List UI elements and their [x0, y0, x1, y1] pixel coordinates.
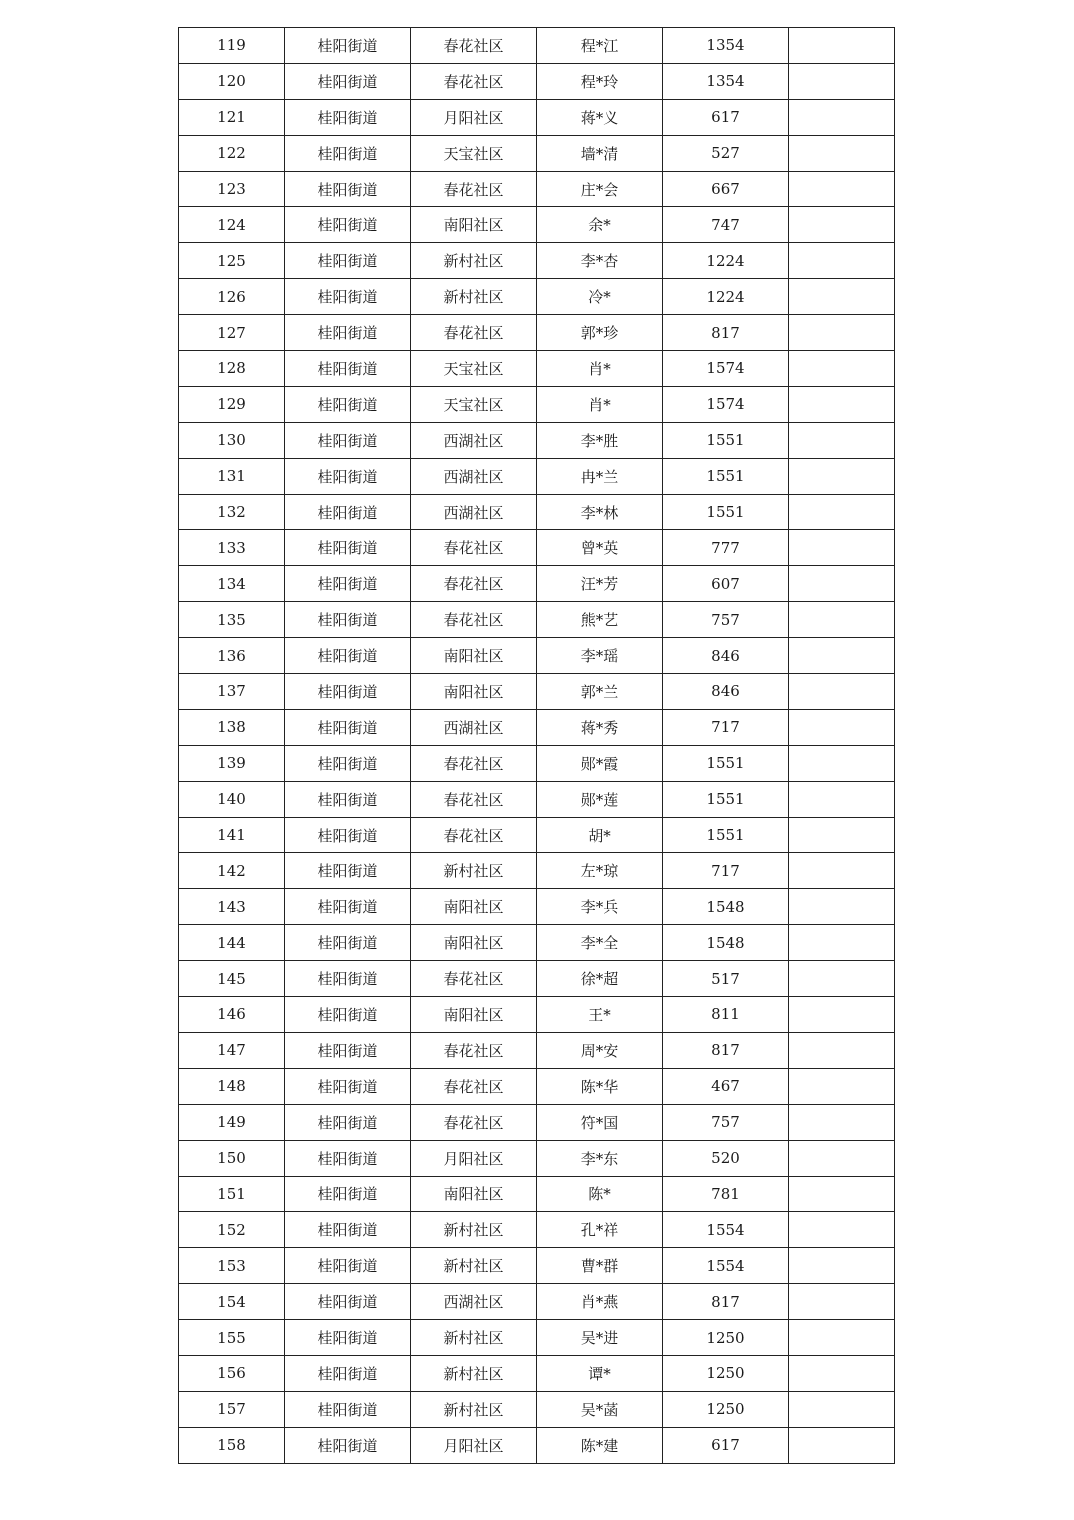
row-number-cell: 127: [179, 315, 285, 351]
table-row: [179, 1068, 895, 1104]
street-cell: 桂阳街道: [285, 889, 411, 925]
row-number-cell: 135: [179, 602, 285, 638]
row-number-cell: 158: [179, 1427, 285, 1463]
community-cell: 南阳社区: [411, 997, 537, 1033]
table-row: [179, 1427, 895, 1463]
street-cell: 桂阳街道: [285, 1284, 411, 1320]
name-cell: 陈*建: [537, 1427, 663, 1463]
table-row: [179, 351, 895, 387]
community-cell: 新村社区: [411, 853, 537, 889]
remark-cell: [789, 207, 895, 243]
street-cell: 桂阳街道: [285, 279, 411, 315]
amount-cell: 781: [663, 1176, 789, 1212]
street-cell: 桂阳街道: [285, 135, 411, 171]
amount-cell: 1250: [663, 1391, 789, 1427]
community-cell: 月阳社区: [411, 1427, 537, 1463]
street-cell: 桂阳街道: [285, 997, 411, 1033]
row-number-cell: 131: [179, 458, 285, 494]
community-cell: 春花社区: [411, 1068, 537, 1104]
amount-cell: 811: [663, 997, 789, 1033]
remark-cell: [789, 817, 895, 853]
amount-cell: 1554: [663, 1248, 789, 1284]
street-cell: 桂阳街道: [285, 566, 411, 602]
amount-cell: 467: [663, 1068, 789, 1104]
street-cell: 桂阳街道: [285, 1068, 411, 1104]
street-cell: 桂阳街道: [285, 1355, 411, 1391]
remark-cell: [789, 279, 895, 315]
table-row: [179, 386, 895, 422]
table-row: [179, 1104, 895, 1140]
row-number-cell: 139: [179, 745, 285, 781]
name-cell: 肖*: [537, 351, 663, 387]
remark-cell: [789, 566, 895, 602]
name-cell: 吴*进: [537, 1320, 663, 1356]
remark-cell: [789, 1104, 895, 1140]
row-number-cell: 157: [179, 1391, 285, 1427]
table-row: [179, 1032, 895, 1068]
name-cell: 孔*祥: [537, 1212, 663, 1248]
community-cell: 南阳社区: [411, 674, 537, 710]
table-row: [179, 279, 895, 315]
street-cell: 桂阳街道: [285, 243, 411, 279]
amount-cell: 777: [663, 530, 789, 566]
community-cell: 春花社区: [411, 1032, 537, 1068]
community-cell: 春花社区: [411, 961, 537, 997]
community-cell: 西湖社区: [411, 1284, 537, 1320]
remark-cell: [789, 63, 895, 99]
community-cell: 新村社区: [411, 279, 537, 315]
community-cell: 新村社区: [411, 243, 537, 279]
community-cell: 南阳社区: [411, 638, 537, 674]
remark-cell: [789, 386, 895, 422]
row-number-cell: 137: [179, 674, 285, 710]
remark-cell: [789, 781, 895, 817]
amount-cell: 717: [663, 853, 789, 889]
remark-cell: [789, 1320, 895, 1356]
community-cell: 西湖社区: [411, 422, 537, 458]
name-cell: 李*瑶: [537, 638, 663, 674]
amount-cell: 607: [663, 566, 789, 602]
row-number-cell: 148: [179, 1068, 285, 1104]
name-cell: 庄*会: [537, 171, 663, 207]
amount-cell: 1574: [663, 351, 789, 387]
row-number-cell: 128: [179, 351, 285, 387]
row-number-cell: 155: [179, 1320, 285, 1356]
table-row: [179, 1391, 895, 1427]
row-number-cell: 125: [179, 243, 285, 279]
community-cell: 新村社区: [411, 1212, 537, 1248]
community-cell: 新村社区: [411, 1320, 537, 1356]
community-cell: 新村社区: [411, 1355, 537, 1391]
amount-cell: 1551: [663, 494, 789, 530]
street-cell: 桂阳街道: [285, 207, 411, 243]
table-row: [179, 889, 895, 925]
remark-cell: [789, 171, 895, 207]
street-cell: 桂阳街道: [285, 1427, 411, 1463]
table-row: [179, 961, 895, 997]
row-number-cell: 121: [179, 99, 285, 135]
street-cell: 桂阳街道: [285, 745, 411, 781]
table-row: [179, 171, 895, 207]
amount-cell: 617: [663, 1427, 789, 1463]
community-cell: 月阳社区: [411, 99, 537, 135]
table-row: [179, 1355, 895, 1391]
community-cell: 天宝社区: [411, 135, 537, 171]
table-row: [179, 243, 895, 279]
table-row: [179, 422, 895, 458]
remark-cell: [789, 997, 895, 1033]
row-number-cell: 150: [179, 1140, 285, 1176]
remark-cell: [789, 853, 895, 889]
amount-cell: 520: [663, 1140, 789, 1176]
name-cell: 汪*芳: [537, 566, 663, 602]
amount-cell: 1354: [663, 28, 789, 64]
name-cell: 谭*: [537, 1355, 663, 1391]
amount-cell: 757: [663, 1104, 789, 1140]
community-cell: 春花社区: [411, 745, 537, 781]
table-row: [179, 709, 895, 745]
remark-cell: [789, 889, 895, 925]
community-cell: 南阳社区: [411, 1176, 537, 1212]
street-cell: 桂阳街道: [285, 171, 411, 207]
table-row: [179, 28, 895, 64]
row-number-cell: 152: [179, 1212, 285, 1248]
row-number-cell: 123: [179, 171, 285, 207]
table-row: [179, 638, 895, 674]
community-cell: 春花社区: [411, 566, 537, 602]
name-cell: 曾*英: [537, 530, 663, 566]
name-cell: 蒋*秀: [537, 709, 663, 745]
amount-cell: 1548: [663, 889, 789, 925]
row-number-cell: 119: [179, 28, 285, 64]
amount-cell: 667: [663, 171, 789, 207]
remark-cell: [789, 925, 895, 961]
amount-cell: 1551: [663, 458, 789, 494]
name-cell: 郧*莲: [537, 781, 663, 817]
street-cell: 桂阳街道: [285, 63, 411, 99]
amount-cell: 846: [663, 638, 789, 674]
community-cell: 南阳社区: [411, 925, 537, 961]
row-number-cell: 144: [179, 925, 285, 961]
amount-cell: 747: [663, 207, 789, 243]
community-cell: 新村社区: [411, 1248, 537, 1284]
row-number-cell: 140: [179, 781, 285, 817]
name-cell: 熊*艺: [537, 602, 663, 638]
table-row: [179, 530, 895, 566]
name-cell: 蒋*义: [537, 99, 663, 135]
amount-cell: 1574: [663, 386, 789, 422]
table-row: [179, 566, 895, 602]
remark-cell: [789, 28, 895, 64]
remark-cell: [789, 1032, 895, 1068]
row-number-cell: 129: [179, 386, 285, 422]
table-row: [179, 494, 895, 530]
name-cell: 胡*: [537, 817, 663, 853]
row-number-cell: 122: [179, 135, 285, 171]
community-cell: 春花社区: [411, 171, 537, 207]
table-row: [179, 781, 895, 817]
table-row: [179, 315, 895, 351]
amount-cell: 1250: [663, 1355, 789, 1391]
community-cell: 西湖社区: [411, 709, 537, 745]
table-row: [179, 817, 895, 853]
name-cell: 郭*兰: [537, 674, 663, 710]
remark-cell: [789, 1212, 895, 1248]
row-number-cell: 132: [179, 494, 285, 530]
street-cell: 桂阳街道: [285, 1176, 411, 1212]
street-cell: 桂阳街道: [285, 817, 411, 853]
community-cell: 新村社区: [411, 1391, 537, 1427]
community-cell: 南阳社区: [411, 207, 537, 243]
table-row: [179, 925, 895, 961]
remark-cell: [789, 1355, 895, 1391]
row-number-cell: 124: [179, 207, 285, 243]
street-cell: 桂阳街道: [285, 1140, 411, 1176]
street-cell: 桂阳街道: [285, 961, 411, 997]
row-number-cell: 133: [179, 530, 285, 566]
table-row: [179, 1284, 895, 1320]
amount-cell: 817: [663, 1284, 789, 1320]
row-number-cell: 120: [179, 63, 285, 99]
allowance-list-table: [178, 27, 895, 1464]
name-cell: 左*琼: [537, 853, 663, 889]
remark-cell: [789, 530, 895, 566]
amount-cell: 1224: [663, 243, 789, 279]
street-cell: 桂阳街道: [285, 1212, 411, 1248]
amount-cell: 527: [663, 135, 789, 171]
community-cell: 春花社区: [411, 602, 537, 638]
community-cell: 春花社区: [411, 63, 537, 99]
amount-cell: 517: [663, 961, 789, 997]
table-row: [179, 1140, 895, 1176]
row-number-cell: 154: [179, 1284, 285, 1320]
community-cell: 春花社区: [411, 781, 537, 817]
name-cell: 肖*: [537, 386, 663, 422]
row-number-cell: 126: [179, 279, 285, 315]
name-cell: 程*江: [537, 28, 663, 64]
remark-cell: [789, 1140, 895, 1176]
amount-cell: 817: [663, 315, 789, 351]
amount-cell: 1554: [663, 1212, 789, 1248]
remark-cell: [789, 1176, 895, 1212]
community-cell: 月阳社区: [411, 1140, 537, 1176]
community-cell: 天宝社区: [411, 386, 537, 422]
street-cell: 桂阳街道: [285, 458, 411, 494]
remark-cell: [789, 1427, 895, 1463]
row-number-cell: 156: [179, 1355, 285, 1391]
street-cell: 桂阳街道: [285, 99, 411, 135]
amount-cell: 1551: [663, 781, 789, 817]
remark-cell: [789, 709, 895, 745]
remark-cell: [789, 638, 895, 674]
row-number-cell: 138: [179, 709, 285, 745]
street-cell: 桂阳街道: [285, 1320, 411, 1356]
remark-cell: [789, 1248, 895, 1284]
community-cell: 南阳社区: [411, 889, 537, 925]
row-number-cell: 141: [179, 817, 285, 853]
row-number-cell: 134: [179, 566, 285, 602]
table-row: [179, 745, 895, 781]
row-number-cell: 146: [179, 997, 285, 1033]
row-number-cell: 130: [179, 422, 285, 458]
remark-cell: [789, 602, 895, 638]
amount-cell: 1354: [663, 63, 789, 99]
remark-cell: [789, 135, 895, 171]
amount-cell: 1548: [663, 925, 789, 961]
remark-cell: [789, 1391, 895, 1427]
name-cell: 冉*兰: [537, 458, 663, 494]
street-cell: 桂阳街道: [285, 530, 411, 566]
name-cell: 李*东: [537, 1140, 663, 1176]
street-cell: 桂阳街道: [285, 1391, 411, 1427]
amount-cell: 1551: [663, 817, 789, 853]
amount-cell: 1224: [663, 279, 789, 315]
row-number-cell: 136: [179, 638, 285, 674]
street-cell: 桂阳街道: [285, 709, 411, 745]
name-cell: 徐*超: [537, 961, 663, 997]
community-cell: 西湖社区: [411, 458, 537, 494]
name-cell: 符*国: [537, 1104, 663, 1140]
name-cell: 李*杏: [537, 243, 663, 279]
street-cell: 桂阳街道: [285, 781, 411, 817]
table-body: [179, 28, 895, 1464]
remark-cell: [789, 351, 895, 387]
table-row: [179, 63, 895, 99]
table-row: [179, 458, 895, 494]
table-row: [179, 1248, 895, 1284]
remark-cell: [789, 243, 895, 279]
name-cell: 陈*华: [537, 1068, 663, 1104]
street-cell: 桂阳街道: [285, 386, 411, 422]
name-cell: 李*兵: [537, 889, 663, 925]
name-cell: 李*林: [537, 494, 663, 530]
name-cell: 吴*菡: [537, 1391, 663, 1427]
row-number-cell: 145: [179, 961, 285, 997]
remark-cell: [789, 494, 895, 530]
street-cell: 桂阳街道: [285, 853, 411, 889]
amount-cell: 717: [663, 709, 789, 745]
table-row: [179, 1176, 895, 1212]
name-cell: 冷*: [537, 279, 663, 315]
amount-cell: 1551: [663, 422, 789, 458]
remark-cell: [789, 745, 895, 781]
name-cell: 墙*清: [537, 135, 663, 171]
name-cell: 程*玲: [537, 63, 663, 99]
table-row: [179, 997, 895, 1033]
name-cell: 曹*群: [537, 1248, 663, 1284]
name-cell: 肖*燕: [537, 1284, 663, 1320]
row-number-cell: 151: [179, 1176, 285, 1212]
remark-cell: [789, 1284, 895, 1320]
table-row: [179, 1212, 895, 1248]
table-row: [179, 135, 895, 171]
name-cell: 李*全: [537, 925, 663, 961]
table-row: [179, 853, 895, 889]
community-cell: 春花社区: [411, 817, 537, 853]
name-cell: 陈*: [537, 1176, 663, 1212]
name-cell: 郭*珍: [537, 315, 663, 351]
name-cell: 王*: [537, 997, 663, 1033]
table-row: [179, 207, 895, 243]
street-cell: 桂阳街道: [285, 422, 411, 458]
community-cell: 春花社区: [411, 530, 537, 566]
table-row: [179, 1320, 895, 1356]
row-number-cell: 142: [179, 853, 285, 889]
amount-cell: 1551: [663, 745, 789, 781]
name-cell: 余*: [537, 207, 663, 243]
row-number-cell: 143: [179, 889, 285, 925]
remark-cell: [789, 315, 895, 351]
community-cell: 西湖社区: [411, 494, 537, 530]
name-cell: 郧*霞: [537, 745, 663, 781]
street-cell: 桂阳街道: [285, 28, 411, 64]
amount-cell: 817: [663, 1032, 789, 1068]
street-cell: 桂阳街道: [285, 1032, 411, 1068]
street-cell: 桂阳街道: [285, 925, 411, 961]
community-cell: 春花社区: [411, 1104, 537, 1140]
name-cell: 李*胜: [537, 422, 663, 458]
remark-cell: [789, 458, 895, 494]
street-cell: 桂阳街道: [285, 602, 411, 638]
street-cell: 桂阳街道: [285, 674, 411, 710]
street-cell: 桂阳街道: [285, 1248, 411, 1284]
table-row: [179, 602, 895, 638]
street-cell: 桂阳街道: [285, 638, 411, 674]
community-cell: 天宝社区: [411, 351, 537, 387]
row-number-cell: 147: [179, 1032, 285, 1068]
remark-cell: [789, 961, 895, 997]
name-cell: 周*安: [537, 1032, 663, 1068]
table-row: [179, 674, 895, 710]
row-number-cell: 153: [179, 1248, 285, 1284]
street-cell: 桂阳街道: [285, 351, 411, 387]
row-number-cell: 149: [179, 1104, 285, 1140]
community-cell: 春花社区: [411, 28, 537, 64]
street-cell: 桂阳街道: [285, 494, 411, 530]
remark-cell: [789, 422, 895, 458]
amount-cell: 757: [663, 602, 789, 638]
amount-cell: 846: [663, 674, 789, 710]
amount-cell: 1250: [663, 1320, 789, 1356]
amount-cell: 617: [663, 99, 789, 135]
table-row: [179, 99, 895, 135]
street-cell: 桂阳街道: [285, 315, 411, 351]
remark-cell: [789, 99, 895, 135]
community-cell: 春花社区: [411, 315, 537, 351]
remark-cell: [789, 1068, 895, 1104]
remark-cell: [789, 674, 895, 710]
street-cell: 桂阳街道: [285, 1104, 411, 1140]
